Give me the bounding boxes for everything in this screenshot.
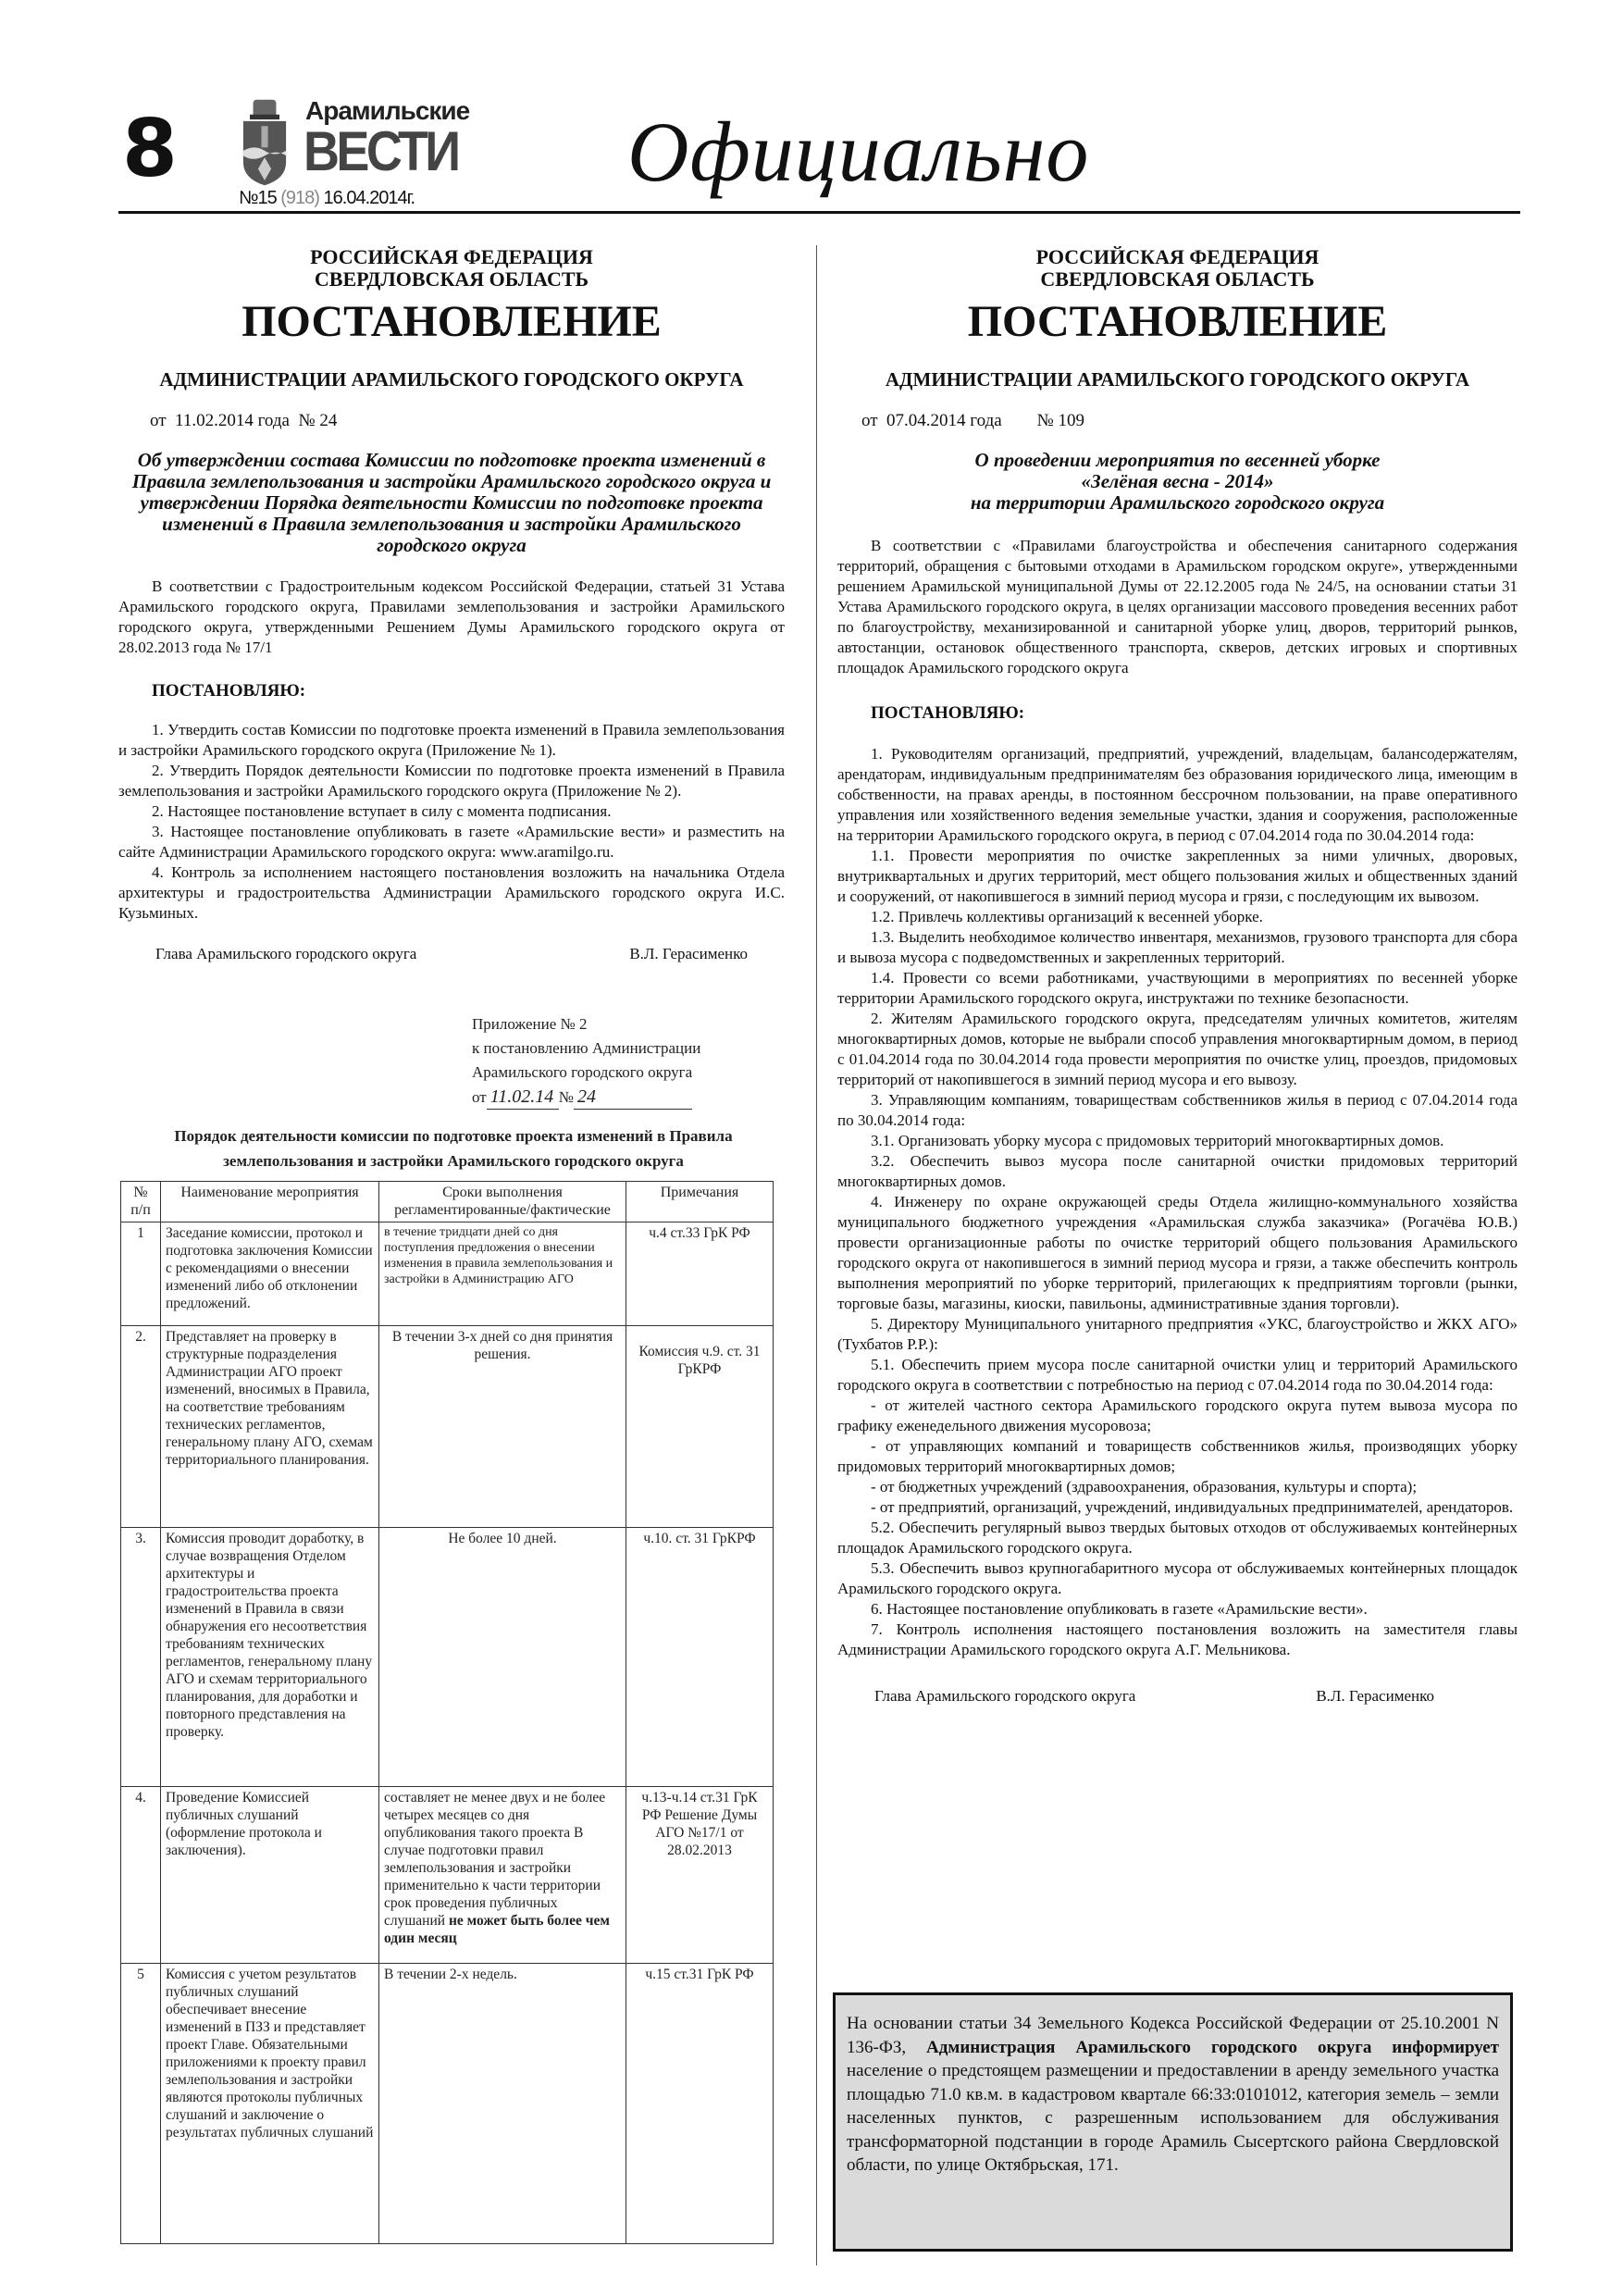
handwritten-number: 24 xyxy=(574,1085,692,1110)
decree-item: 7. Контроль исполнения настоящего постановления возложить на заместителя главы Администрации Арамильского городского округа А.Г. Мельникова. xyxy=(837,1620,1518,1658)
issue-info xyxy=(239,189,415,207)
region: СВЕРДЛОВСКАЯ ОБЛАСТЬ xyxy=(1040,267,1315,291)
left-decree xyxy=(118,246,785,962)
preamble: В соответствии с «Правилами благоустройства и обеспечения санитарного содержания территорий, обращения с бытовыми отходами в Арамильском городском округе», утвержденными решением Арамильской муниципальной Думы от 22.12.2005 года № 24/5, на основании статьи 31 Устава Арамильского городского округа, в целях организации массового проведения весенних работ по благоустройству, механизированной и санитарной уборке улиц, дворов, территорий рынков, автостанции, остановок общественного транспорта, скверов, детских игровых и спортивных площадок Арамильского городского округа xyxy=(837,537,1518,676)
decree-item: 2. Жителям Арамильского городского округа, председателям уличных комитетов, жителям многоквартирных домов, которые не выбрали способ управления многоквартирным домом, в период с 01.04.2014 года по 30.04.2014 года провести мероприятия по очистке улиц, проездов, придомовых территорий от накопившегося в зимний период мусора и его вывозу. xyxy=(837,1010,1518,1088)
column-divider xyxy=(816,245,817,2265)
decree-title: О проведении мероприятия по весенней уборке «Зелёная весна - 2014» на территории Арамильского городского округа xyxy=(970,449,1385,514)
signature xyxy=(837,1688,1518,1704)
page-number: 8 xyxy=(122,103,178,195)
procedure-table xyxy=(120,1181,774,2244)
decree-date: от 11.02.2014 года № 24 xyxy=(150,411,338,430)
table-row: 3. Комиссия проводит доработку, в случае возвращения Отделом архитектуры и градостроительства проекта изменений в Правила в связи обнаружения его несоответствия требованиям технических регламентов, генеральному плану АГО и схемам территориального планирования, для доработки и повторного представления на проверку. Не более 10 дней. ч.10. ст. 31 ГрКРФ xyxy=(121,1528,774,1787)
appendix-header xyxy=(472,1012,700,1110)
country: РОССИЙСКАЯ ФЕДЕРАЦИЯ xyxy=(310,245,593,268)
column-header: Наименование мероприятия xyxy=(161,1182,379,1222)
doc-type: ПОСТАНОВЛЕНИЕ xyxy=(242,297,662,346)
coat-of-arms-icon xyxy=(239,98,291,187)
decree-heading: ПОСТАНОВЛЯЮ: xyxy=(152,681,306,701)
decree-item: - от жителей частного сектора Арамильского городского округа путем вывоза мусора по графику еженедельного движения мусоровоза; xyxy=(837,1396,1518,1434)
decree-items xyxy=(837,744,1518,1660)
table-title: Порядок деятельности комиссии по подготовке проекта изменений в Правила землепользования и застройки Арамильского городского округа xyxy=(174,1127,733,1170)
issue-total: (918) xyxy=(280,188,319,208)
decree-body xyxy=(837,536,1518,1704)
decree-item: 1.4. Провести со всеми работниками, участвующими в мероприятиях по весенней уборке территории Арамильского городского округа, инструктажи по технике безопасности. xyxy=(837,969,1518,1007)
signature-title: Глава Арамильского городского округа xyxy=(874,1687,1136,1705)
decree-item: 2. Утвердить Порядок деятельности Комиссии по подготовке проекта изменений в Правила землепользования и застройки Арамильского городского округа (Приложение № 2). xyxy=(118,762,785,800)
decree-item: 3. Управляющим компаниям, товариществам собственников жилья в период с 07.04.2014 года по 30.04.2014 года: xyxy=(837,1091,1518,1129)
issue-date: 16.04.2014г. xyxy=(323,188,415,208)
table-row: 4. Проведение Комиссией публичных слушаний (оформление протокола и заключения). составляет не менее двух и не более четырех месяцев со дня опубликования такого проекта В случае подготовки правил землепользования и застройки применительно к части территории срок проведения публичных слушаний не может быть более чем один месяц ч.13-ч.14 ст.31 ГрК РФ Решение Думы АГО №17/1 от 28.02.2013 xyxy=(121,1787,774,1964)
table-row: 5 Комиссия с учетом результатов публичных слушаний обеспечивает внесение изменений в ПЗЗ и представляет проект Главе. Обязательными приложениями к проекту правил землепользования и застройки являются протоколы публичных слушаний и заключение о результатах публичных слушаний В течении 2-х недель. ч.15 ст.31 ГрК РФ xyxy=(121,1964,774,2244)
column-header: № п/п xyxy=(121,1182,161,1222)
appendix-line: Арамильского городского округа xyxy=(472,1063,693,1081)
decree-item: 4. Инженеру по охране окружающей среды Отдела жилищно-коммунального хозяйства муниципального бюджетного учреждения «Арамильская служба заказчика» (Рогачёва Ю.В.) провести организационные работы по очистке территорий общего пользования Арамильского городского округа от накопившегося в зимний период мусора и грязи, а также обеспечить контроль выполнения мероприятий по уборке территорий, прилегающих к предприятиям торговли (рынки, торговые базы, магазины, киоски, павильоны, административные здания торговли). xyxy=(837,1193,1518,1312)
decree-item: - от управляющих компаний и товариществ собственников жилья, производящих уборку придомовых территорий многоквартирных домов; xyxy=(837,1437,1518,1475)
signature-name: В.Л. Герасименко xyxy=(629,945,748,962)
signature-name: В.Л. Герасименко xyxy=(1316,1687,1434,1705)
decree-item: 1. Руководителям организаций, предприятий, учреждений, владельцам, балансодержателям, арендаторам, индивидуальным предпринимателям без образования юридического лица, имеющим в собственности, на правах аренды, в постоянном бессрочном пользовании, на праве оперативного управления или хозяйственного ведения земельные участки, здания и сооружения, расположенные на территории Арамильского городского округа, в период с 07.04.2014 года по 30.04.2014 года: xyxy=(837,745,1518,844)
decree-item: 5.2. Обеспечить регулярный вывоз твердых бытовых отходов от обслуживаемых контейнерных площадок Арамильского городского округа. xyxy=(837,1519,1518,1557)
decree-item: - от бюджетных учреждений (здравоохранения, образования, культуры и спорта); xyxy=(871,1478,1418,1496)
decree-item: - от предприятий, организаций, учреждений, индивидуальных предпринимателей, арендаторов. xyxy=(871,1498,1514,1516)
land-notice-box: На основании статьи 34 Земельного Кодекса Российской Федерации от 25.10.2001 N 136-ФЗ, Администрация Арамильского городского округа информирует население о предстоящем размещении и предоставлении в аренду земельного участка площадью 71.0 кв.м. в кадастровом квартале 66:33:0101012, категория земель – земли населенных пунктов, с разрешенным использованием для обслуживания трансформаторной подстанции в городе Арамиль Сысертского района Свердловской области, по улице Октябрьская, 171. xyxy=(833,1992,1513,2252)
decree-item: 5.1. Обеспечить прием мусора после санитарной очистки улиц и территорий Арамильского городского округа в соответствии с потребностью на период с 07.04.2014 года по 30.04.2014 года: xyxy=(837,1356,1518,1394)
table-header-row xyxy=(121,1182,774,1222)
appendix-ref: от 11.02.14 № 24 xyxy=(472,1085,700,1110)
country: РОССИЙСКАЯ ФЕДЕРАЦИЯ xyxy=(1035,245,1319,268)
issue-number: №15 xyxy=(239,188,277,208)
issuer: АДМИНИСТРАЦИИ АРАМИЛЬСКОГО ГОРОДСКОГО ОКРУГА xyxy=(159,368,744,391)
decree-item: 5. Директору Муниципального унитарного предприятия «УКС, благоустройство и ЖКХ АГО» (Тухбатов Р.Р.): xyxy=(837,1315,1518,1353)
decree-item: 3.2. Обеспечить вывоз мусора после санитарной очистки придомовых территорий многоквартирных домов. xyxy=(837,1152,1518,1190)
preamble: В соответствии с Градостроительным кодексом Российской Федерации, статьей 31 Устава Арамильского городского округа, Правилами землепользования и застройки Арамильского городского округа, утвержденными Решением Думы Арамильского городского округа от 28.02.2013 года № 17/1 xyxy=(118,577,785,656)
handwritten-date: 11.02.14 xyxy=(487,1085,559,1110)
region: СВЕРДЛОВСКАЯ ОБЛАСТЬ xyxy=(314,267,589,291)
right-decree xyxy=(837,246,1518,1704)
decree-date: от 07.04.2014 года № 109 xyxy=(861,411,1085,430)
decree-item: 3. Настоящее постановление опубликовать в газете «Арамильские вести» и разместить на сайте Администрации Арамильского городского округа: www.aramilgo.ru. xyxy=(118,823,785,861)
signature xyxy=(118,946,785,962)
decree-item: 5.3. Обеспечить вывоз крупногабаритного мусора от обслуживаемых контейнерных площадок Арамильского городского округа. xyxy=(837,1559,1518,1597)
signature-title: Глава Арамильского городского округа xyxy=(155,945,417,962)
appendix-line: к постановлению Администрации xyxy=(472,1039,701,1057)
newspaper-logo xyxy=(239,98,470,187)
section-title: Официально xyxy=(627,105,1090,199)
decree-item: 4. Контроль за исполнением настоящего постановления возложить на начальника Отдела архитектуры и градостроительства Администрации Арамильского городского округа И.С. Кузьминых. xyxy=(118,863,785,922)
table-row: 2. Представляет на проверку в структурные подразделения Администрации АГО проект изменений, вносимых в Правила, на соответствие требованиям технических регламентов, генеральному плану АГО, схемам территориального планирования. В течении 3-х дней со дня принятия решения. Комиссия ч.9. ст. 31 ГрКРФ xyxy=(121,1326,774,1528)
doc-type: ПОСТАНОВЛЕНИЕ xyxy=(967,297,1388,346)
issuer: АДМИНИСТРАЦИИ АРАМИЛЬСКОГО ГОРОДСКОГО ОКРУГА xyxy=(885,368,1470,391)
decree-item: 6. Настоящее постановление опубликовать в газете «Арамильские вести». xyxy=(871,1600,1368,1618)
decree-item: 1.2. Привлечь коллективы организаций к весенней уборке. xyxy=(871,908,1263,925)
column-header: Примечания xyxy=(626,1182,774,1222)
decree-item: 1. Утвердить состав Комиссии по подготовке проекта изменений в Правила землепользования и застройки Арамильского городского округа (Приложение № 1). xyxy=(118,721,785,759)
header-rule xyxy=(118,211,1520,214)
decree-item: 1.3. Выделить необходимое количество инвентаря, механизмов, грузового транспорта для сбора и вывоза мусора с подведомственных и закрепленных территорий. xyxy=(837,928,1518,966)
appendix-line: Приложение № 2 xyxy=(472,1015,588,1033)
table-row: 1 Заседание комиссии, протокол и подготовка заключения Комиссии с рекомендациями о внесении изменений либо об отклонении предложений. в течение тридцати дней со дня поступления предложения о внесении изменения в правила землепользования и застройки в Администрацию АГО ч.4 ст.33 ГрК РФ xyxy=(121,1222,774,1326)
decree-item: 1.1. Провести мероприятия по очистке закрепленных за ними уличных, дворовых, внутриквартальных и других территорий, мест общего пользования жилых и общественных зданий и сооружений, от накопившегося в зимний период мусора и грязи, с последующим их вывозом. xyxy=(837,847,1518,905)
logo-line2: ВЕСТИ xyxy=(304,120,458,182)
column-header: Сроки выполнения регламентированные/фактические xyxy=(379,1182,626,1222)
decree-heading: ПОСТАНОВЛЯЮ: xyxy=(871,703,1025,723)
decree-item: 3.1. Организовать уборку мусора с придомовых территорий многоквартирных домов. xyxy=(871,1132,1444,1149)
logo-line1: Арамильские xyxy=(305,96,470,125)
decree-title: Об утверждении состава Комиссии по подготовке проекта изменений в Правила землепользования и застройки Арамильского городского округа и утверждении Порядка деятельности Комиссии по подготовке проекта изменений в Правила землепользования и застройки Арамильского городского округа xyxy=(131,449,772,556)
decree-item: 2. Настоящее постановление вступает в силу с момента подписания. xyxy=(152,802,612,820)
